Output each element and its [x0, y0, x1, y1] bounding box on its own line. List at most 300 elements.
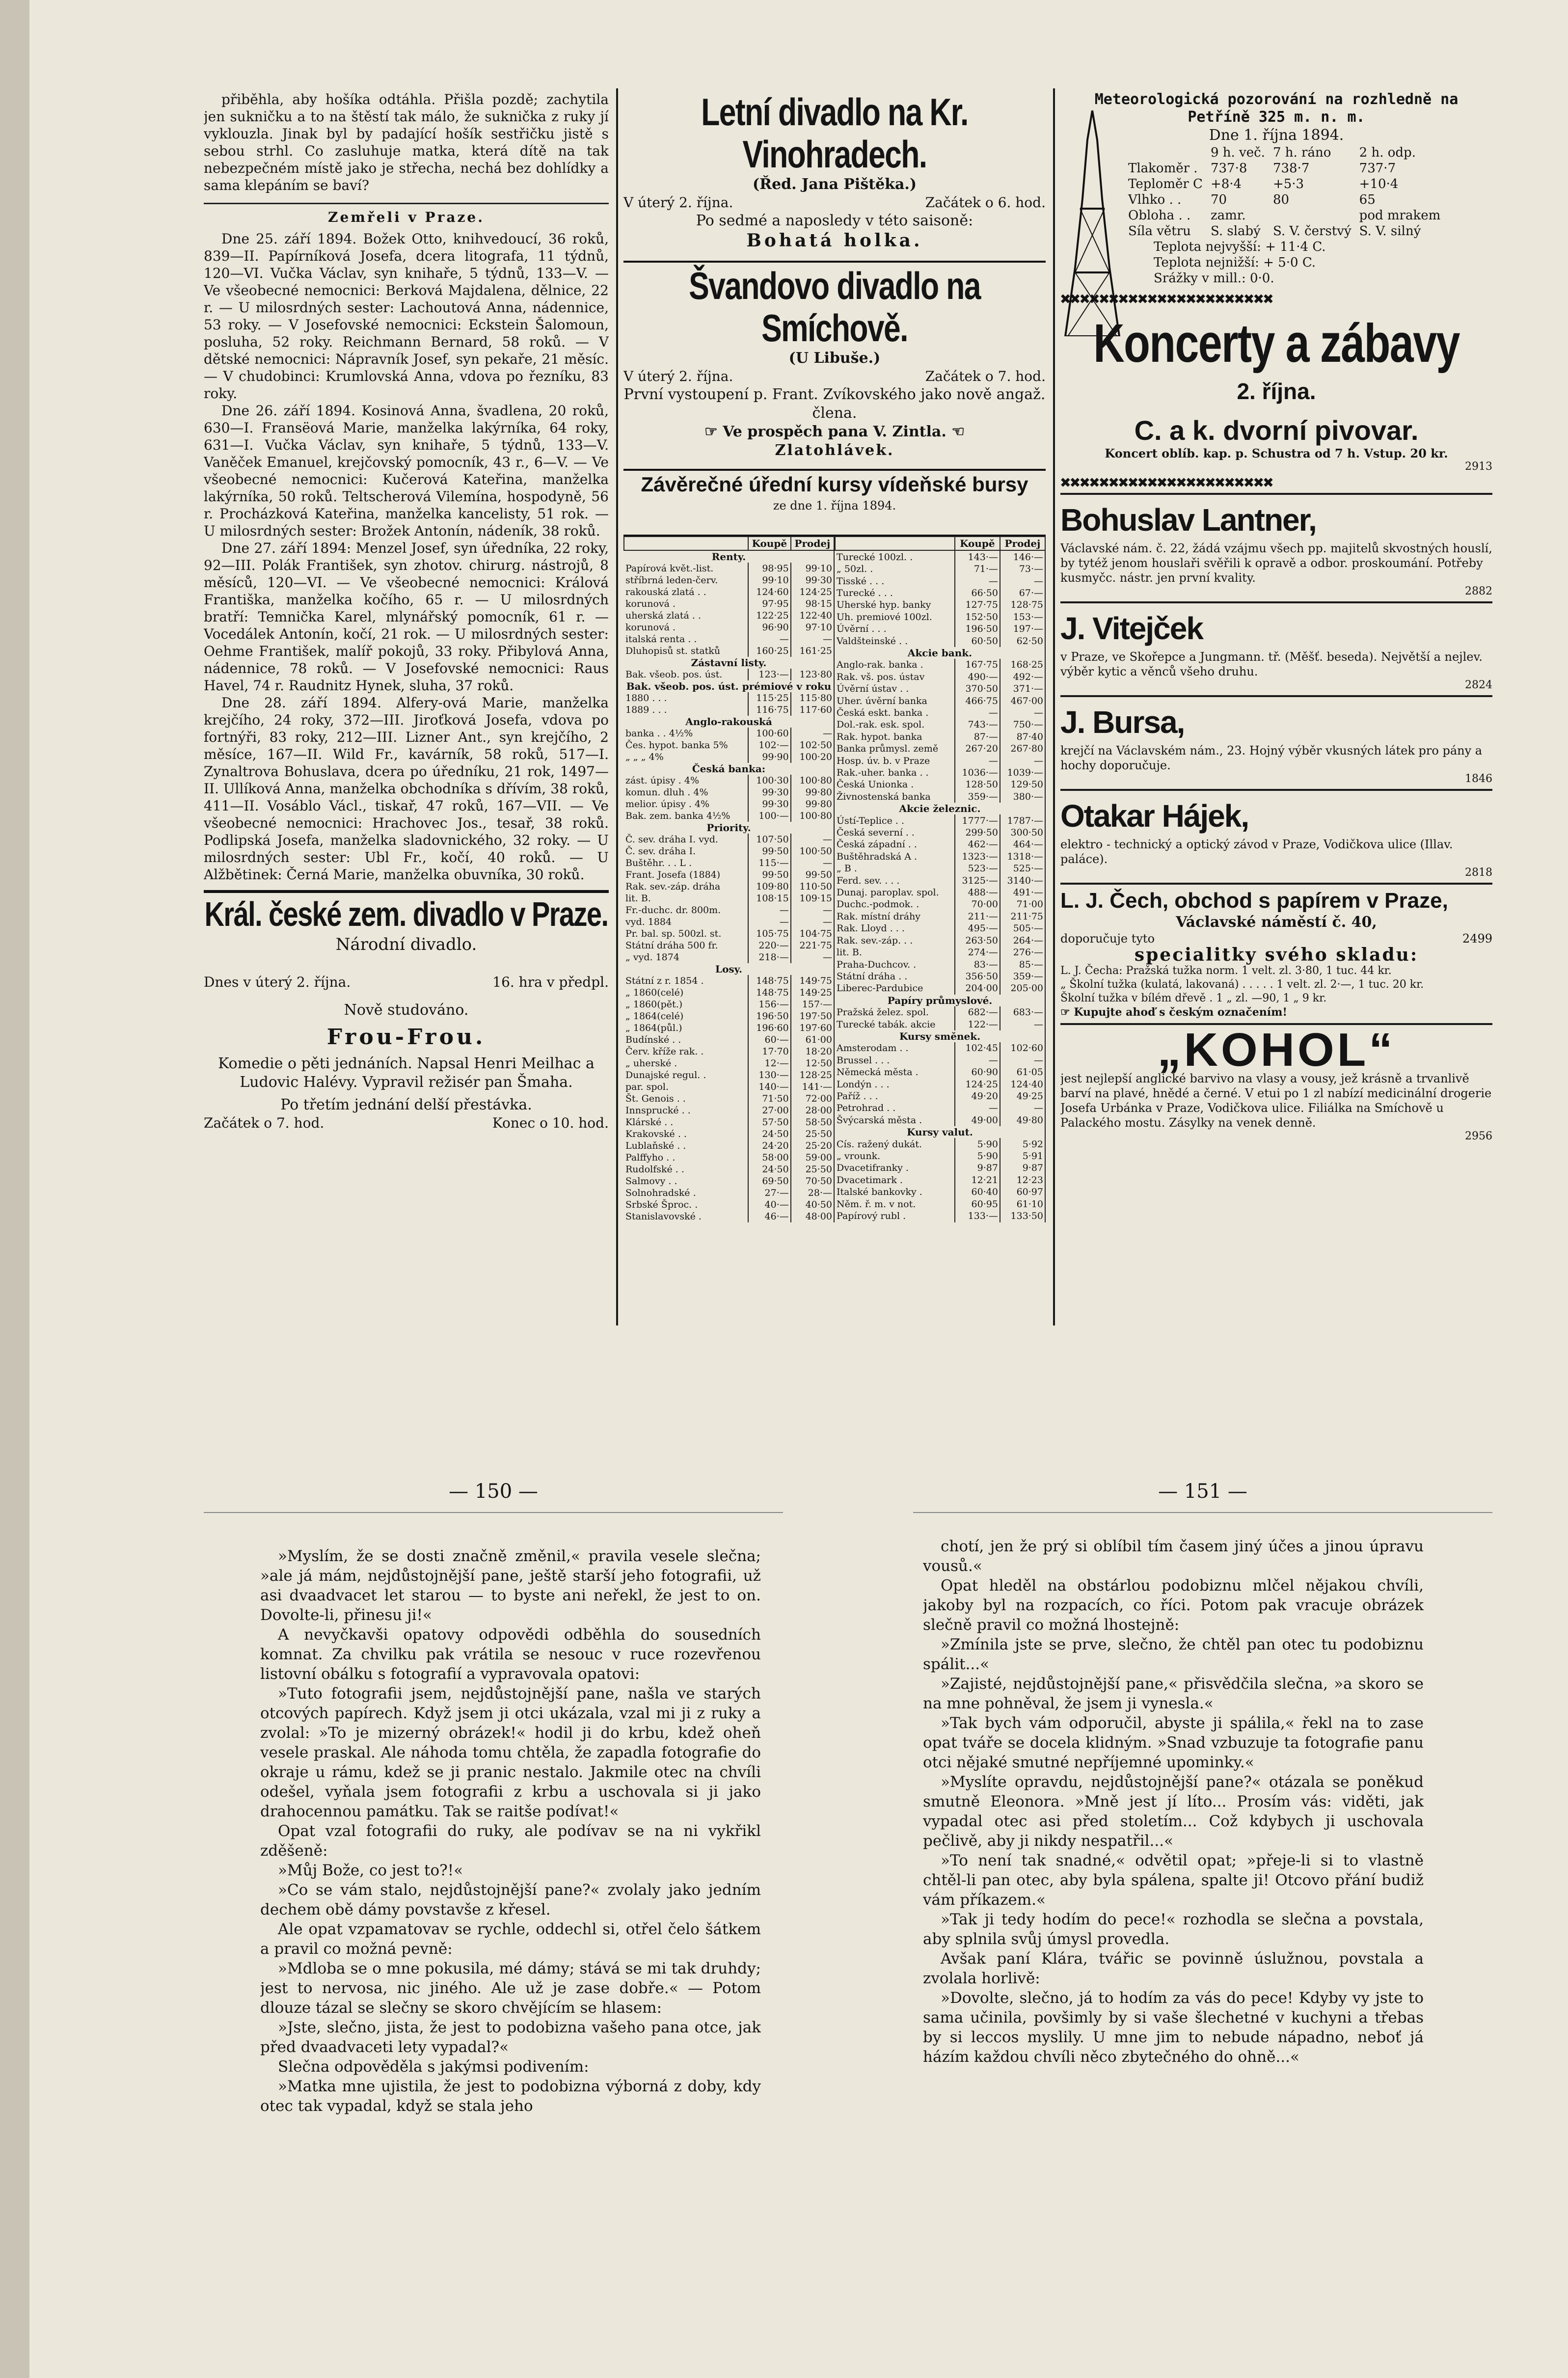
- table-cell-sell: 85·—: [1000, 958, 1045, 970]
- table-row: [835, 767, 1045, 779]
- ad-name: J. Vitejček: [1060, 611, 1203, 646]
- table-row: [835, 946, 1045, 958]
- svanda-date: V úterý 2. října.: [623, 368, 733, 384]
- meteo-block: [1060, 91, 1492, 286]
- table-cell-sell: —: [1000, 575, 1045, 587]
- deaths-entry: Dne 25. září 1894. Božek Otto, knihvedoucí, 36 roků, 839—II. Papírníková Josefa, dcera litografa, 11 týdnů, 120—VI. Vučka Václav, syn knihaře, 5 týdnů, 133—V. — Ve všeobecné nemocnici: Berková Majdalena, dělnice, 22 r. — U milosrdných sester: Lachoutová Anna, nádennice, 53 roky. — V Josefovské nemocnici: Eckstein Šalomoun, posluha, 52 roky. Reichmann Bernard, 58 roků. — V dětské nemocnici: Nápravník Josef, syn pekaře, 21 měsíc. — V chudobinci: Krumlovská Anna, vdova po řezníku, 83 roky.: [204, 231, 609, 402]
- table-cell-buy: 71·—: [955, 563, 1000, 575]
- table-cell-sell: 102·60: [1000, 1042, 1045, 1054]
- pointing-hand-icon: ☜: [946, 423, 965, 440]
- ad-text: v Praze, ve Skořepce a Jungmann. tř. (Měšť. beseda). Největší a nejlev. výběr kytic a věnců všeho druhu.: [1060, 650, 1483, 678]
- table-cell-buy: —: [955, 1102, 1000, 1114]
- table-cell-buy: 87·—: [955, 731, 1000, 743]
- table-row: [835, 719, 1045, 730]
- ad-bursa: [1060, 695, 1492, 789]
- table-row: [835, 731, 1045, 743]
- page-number-left: — 150 —: [449, 1480, 538, 1503]
- table-cell-name: Ferd. sev. . . .: [835, 874, 955, 886]
- table-cell-name: Buštěhr. . . L .: [624, 857, 748, 869]
- novel-paragraph: »Zmínila jste se prve, slečno, že chtěl pan otec tu podobiznu spálit...«: [923, 1636, 1424, 1673]
- table-cell-buy: 107·50: [748, 834, 791, 845]
- table-cell-sell: 123·80: [791, 669, 834, 680]
- meteo-cell: 737·8: [1210, 161, 1247, 176]
- table-cell-buy: 1036·—: [955, 767, 1000, 779]
- table-cell-sell: 25·50: [791, 1163, 834, 1175]
- table-cell-name: Srbské Šproc. .: [624, 1199, 748, 1211]
- table-row: [624, 1116, 834, 1128]
- petrin-tower-icon: [1060, 110, 1124, 336]
- table-row: [835, 611, 1045, 623]
- performance-date: Dnes v úterý 2. října.: [204, 974, 351, 990]
- ad-number: 2882: [1465, 585, 1492, 597]
- table-cell-sell: 60·97: [1000, 1186, 1045, 1198]
- table-row: [624, 563, 834, 574]
- table-cell-sell: 124·25: [791, 586, 834, 598]
- table-row: [624, 1057, 834, 1069]
- table-cell-buy: 24·50: [748, 1163, 791, 1175]
- table-cell-sell: 168·25: [1000, 659, 1045, 671]
- table-cell-buy: 12·—: [748, 1057, 791, 1069]
- table-cell-buy: 27·00: [748, 1105, 791, 1116]
- ad-number: 1846: [1465, 773, 1492, 785]
- novel-paragraph: Avšak paní Klára, tvářic se povinně úslužnou, povstala a zvolala horlivě:: [923, 1950, 1424, 1987]
- table-cell-sell: —: [791, 951, 834, 963]
- table-cell-buy: 17·70: [748, 1046, 791, 1057]
- table-cell-sell: 492·—: [1000, 671, 1045, 683]
- table-cell-buy: —: [955, 575, 1000, 587]
- table-cell-name: Salmovy . .: [624, 1175, 748, 1187]
- meteo-cell: +8·4: [1210, 177, 1242, 191]
- table-cell-name: Papírová květ.-list.: [624, 563, 748, 574]
- novel-paragraph: »Tak bych vám odporučil, abyste ji spálila,« řekl na to zase opat tváře se docela klidným. »Snad vzbuzuje ta fotografie panu otci nějaké smutné nepříjemné upominky.«: [923, 1714, 1424, 1771]
- table-cell-sell: 100·20: [791, 751, 834, 763]
- table-row: [835, 1210, 1045, 1222]
- table-row: [624, 975, 834, 987]
- table-row: [835, 1138, 1045, 1150]
- novel-paragraph: »Můj Bože, co jest to?!«: [278, 1862, 463, 1879]
- concert-details: Koncert oblíb. kap. p. Schustra od 7 h. Vstup. 20 kr.: [1105, 446, 1448, 460]
- table-row: [624, 822, 834, 834]
- table-cell-sell: 25·50: [791, 1128, 834, 1140]
- table-cell-buy: 58·00: [748, 1152, 791, 1163]
- table-row: [624, 692, 834, 704]
- table-cell-buy: 128·50: [955, 779, 1000, 790]
- table-cell-name: komun. dluh . 4%: [624, 786, 748, 798]
- table-cell-name: „ 1860(pět.): [624, 999, 748, 1010]
- table-row: [624, 1093, 834, 1105]
- table-row: [624, 586, 834, 598]
- table-cell-buy: 97·95: [748, 598, 791, 610]
- table-row: [624, 669, 834, 680]
- table-cell-name: „ 1860(celé): [624, 987, 748, 999]
- table-cell-buy: 96·90: [748, 622, 791, 633]
- ad-line: doporučuje tyto: [1060, 932, 1155, 946]
- table-row: [624, 574, 834, 586]
- table-row: [624, 892, 834, 904]
- table-cell-name: „ 50zl. .: [835, 563, 955, 575]
- table-row: [835, 995, 1045, 1006]
- table-cell-name: Uherské hyp. banky: [835, 599, 955, 611]
- play-title: Frou-Frou.: [326, 1025, 486, 1050]
- table-cell-buy: 5·90: [955, 1138, 1000, 1150]
- table-row: [624, 1046, 834, 1057]
- novel-paragraph: Opat vzal fotografii do ruky, ale podívav se na ni vykřikl zděšeně:: [260, 1822, 761, 1860]
- table-cell-sell: 157·—: [791, 999, 834, 1010]
- table-cell-buy: 60·—: [748, 1034, 791, 1046]
- page-rule: [913, 1512, 1492, 1513]
- table-row: [835, 635, 1045, 647]
- table-row: [624, 1175, 834, 1187]
- table-cell-name: „ vyd. 1874: [624, 951, 748, 963]
- table-row: [624, 786, 834, 798]
- ad-name: Bohuslav Lantner,: [1060, 502, 1316, 538]
- table-cell-name: uherská zlatá . .: [624, 610, 748, 622]
- table-row: [624, 704, 834, 716]
- table-cell-name: Solnohradské .: [624, 1187, 748, 1199]
- table-cell-name: vyd. 1884: [624, 916, 748, 928]
- table-cell-buy: 69·50: [748, 1175, 791, 1187]
- table-cell-buy: 99·10: [748, 574, 791, 586]
- concert-venue: C. a k. dvorní pivovar.: [1134, 415, 1419, 446]
- table-cell-sell: 683·—: [1000, 1006, 1045, 1018]
- meteo-cell: 737·7: [1359, 161, 1396, 176]
- table-row: [624, 845, 834, 857]
- table-cell-name: 1880 . . .: [624, 692, 748, 704]
- table-cell-sell: 221·75: [791, 940, 834, 951]
- table-cell-buy: 122·—: [955, 1018, 1000, 1030]
- table-cell-buy: 102·45: [955, 1042, 1000, 1054]
- table-cell-buy: —: [748, 633, 791, 645]
- table-cell-sell: 1318·—: [1000, 851, 1045, 863]
- table-cell-name: Št. Genois . .: [624, 1093, 748, 1105]
- svanda-benefit: ☞ Ve prospěch pana V. Zintla. ☜: [704, 423, 965, 440]
- ad-text: Václavské nám. č. 22, žádá vzájmu všech pp. majitelů skvostných houslí, by tytéž jenom houslaři svěřili k opravě a odbor. proskoumání. Potřeby kusmyčc. nástr. jen první kvality.: [1060, 541, 1492, 585]
- table-cell-buy: 1323·—: [955, 851, 1000, 863]
- table-cell-sell: 12·50: [791, 1057, 834, 1069]
- table-cell-sell: 267·80: [1000, 743, 1045, 755]
- novel-paragraph: »Tak ji tedy hodím do pece!« rozhodla se slečna a povstala, aby splnila svůj úmysl provedla.: [923, 1911, 1424, 1948]
- table-cell-name: Německá města .: [835, 1066, 955, 1078]
- table-cell-name: Brussel . . .: [835, 1054, 955, 1066]
- meteo-date: Dne 1. října 1894.: [1209, 127, 1344, 144]
- table-cell-sell: 129·50: [1000, 779, 1045, 790]
- table-row: [835, 814, 1045, 826]
- table-cell-buy: 108·15: [748, 892, 791, 904]
- table-row: [835, 1102, 1045, 1114]
- table-row: [835, 671, 1045, 683]
- table-cell-buy: 130·—: [748, 1069, 791, 1081]
- table-row: [624, 857, 834, 869]
- table-cell-sell: 197·50: [791, 1010, 834, 1022]
- table-section: Akcie bank.: [835, 647, 1045, 659]
- table-cell-sell: 99·10: [791, 563, 834, 574]
- ad-vitejcek: [1060, 601, 1492, 695]
- table-row: [835, 971, 1045, 982]
- meteo-cell: [1269, 208, 1355, 223]
- table-row: [624, 728, 834, 739]
- table-cell-sell: 73·—: [1000, 563, 1045, 575]
- table-cell-buy: 9·87: [955, 1162, 1000, 1174]
- table-cell-name: Ústí-Teplice . .: [835, 814, 955, 826]
- novel-page-right: [923, 1537, 1424, 2214]
- table-cell-name: Pražská želez. spol.: [835, 1006, 955, 1018]
- table-cell-buy: 57·50: [748, 1116, 791, 1128]
- column-right: [1060, 91, 1492, 1323]
- table-cell-sell: 72·00: [791, 1093, 834, 1105]
- table-row: [835, 863, 1045, 874]
- table-cell-buy: 370·50: [955, 683, 1000, 695]
- table-cell-sell: 9·87: [1000, 1162, 1045, 1174]
- ad-number: 2818: [1465, 866, 1492, 879]
- table-cell-sell: —: [791, 904, 834, 916]
- svanda-theatre-title: Švandovo divadlo na Smíchově.: [689, 264, 980, 350]
- table-cell-name: banka . . 4½%: [624, 728, 748, 739]
- table-cell-sell: 505·—: [1000, 922, 1045, 934]
- table-cell-name: lit. B.: [835, 946, 955, 958]
- table-header: Koupě: [955, 537, 1000, 550]
- table-row: [624, 645, 834, 657]
- table-cell-buy: 127·75: [955, 599, 1000, 611]
- table-cell-sell: 40·50: [791, 1199, 834, 1211]
- meteo-cell: S. V. čerstvý: [1272, 224, 1352, 239]
- meteo-max: Teplota nejvyšší: + 11·4 C.: [1154, 240, 1326, 254]
- novel-paragraph: »Mdloba se o mne pokusila, mé dámy; stává se mi tak druhdy; jest to nervosa, nic jiného. Ale už je zase dobře.« — Potom dlouze tázal se slečny se skoro chvějícím se hlasem:: [260, 1960, 761, 2017]
- table-cell-name: Rak. Lloyd . . .: [835, 922, 955, 934]
- meteo-cell: [1124, 145, 1207, 161]
- table-cell-buy: 140·—: [748, 1081, 791, 1093]
- table-cell-buy: 204·00: [955, 982, 1000, 994]
- novel-paragraph: Ale opat vzpamatovav se rychle, oddechl si, otřel čelo šátkem a pravil co možná pevně:: [260, 1920, 761, 1958]
- meteo-cell: pod mrakem: [1359, 208, 1441, 223]
- table-cell-sell: 100·80: [791, 775, 834, 786]
- pointing-hand-icon: ☞: [704, 423, 723, 440]
- meteo-time: 2 h. odp.: [1359, 145, 1416, 160]
- ad-name: J. Bursa,: [1060, 704, 1185, 740]
- table-row: [835, 874, 1045, 886]
- table-cell-buy: 12·21: [955, 1174, 1000, 1186]
- table-row: [624, 622, 834, 633]
- table-cell-sell: 467·00: [1000, 695, 1045, 706]
- table-cell-buy: 148·75: [748, 975, 791, 987]
- table-cell-sell: 99·30: [791, 574, 834, 586]
- svanda-note: První vystoupení p. Frant. Zvíkovského jako nově angaž. člena.: [623, 386, 1046, 422]
- concerts-title: Koncerty a zábavy: [1093, 313, 1460, 374]
- table-cell-name: Praha-Duchcov. .: [835, 958, 955, 970]
- table-cell-buy: 160·25: [748, 645, 791, 657]
- table-cell-name: Živnostenská banka: [835, 791, 955, 803]
- table-cell-sell: —: [791, 633, 834, 645]
- table-cell-name: Valdšteinské . .: [835, 635, 955, 647]
- table-cell-buy: 156·—: [748, 999, 791, 1010]
- table-cell-sell: —: [1000, 707, 1045, 719]
- table-row: [835, 982, 1045, 994]
- table-cell-name: Něm. ř. m. v not.: [835, 1198, 955, 1210]
- table-row: [835, 707, 1045, 719]
- table-row: [624, 963, 834, 975]
- table-cell-sell: 59·00: [791, 1152, 834, 1163]
- table-row: [624, 940, 834, 951]
- table-row: [835, 779, 1045, 790]
- table-cell-sell: 750·—: [1000, 719, 1045, 730]
- table-cell-sell: 25·20: [791, 1140, 834, 1152]
- table-cell-sell: 141·—: [791, 1081, 834, 1093]
- newly-studied: Nově studováno.: [344, 1001, 469, 1019]
- table-cell-sell: 61·05: [1000, 1066, 1045, 1078]
- ad-text: Václavské náměstí č. 40,: [1176, 914, 1377, 931]
- meteo-table: [1124, 145, 1444, 239]
- table-cell-name: Italské bankovky .: [835, 1186, 955, 1198]
- novel-paragraph: »Myslím, že se dosti značně změnil,« pravila vesele slečna; »ale já mám, nejdůstojnější pane, ještě starší jeho fotografii, už asi dvaadvacet let starou — to byste ani neřekl, že jest to on. Dovolte-li, přinesu ji!«: [260, 1547, 761, 1624]
- table-cell-buy: 40·—: [748, 1199, 791, 1211]
- table-cell-sell: 1787·—: [1000, 814, 1045, 826]
- table-cell-name: „ „ „ 4%: [624, 751, 748, 763]
- table-row: [624, 739, 834, 751]
- table-header: Prodej: [791, 537, 834, 550]
- play-description: Komedie o pěti jednáních. Napsal Henri Meilhac a Ludovic Halévy. Vypravil režisér pan Šmaha.: [218, 1055, 595, 1091]
- table-row: [624, 1034, 834, 1046]
- table-cell-buy: 743·—: [955, 719, 1000, 730]
- table-cell-buy: 99·30: [748, 786, 791, 798]
- table-cell-name: stříbrná leden-červ.: [624, 574, 748, 586]
- table-cell-sell: 28·—: [791, 1187, 834, 1199]
- meteo-cell: 65: [1359, 192, 1376, 207]
- table-cell-sell: 153·—: [1000, 611, 1045, 623]
- table-cell-sell: 300·50: [1000, 827, 1045, 838]
- table-cell-sell: 205·00: [1000, 982, 1045, 994]
- meteo-title: Meteorologická pozorování na rozhledně na Petříně 325 m. n. m.: [1094, 91, 1459, 126]
- table-cell-sell: 61·00: [791, 1034, 834, 1046]
- table-cell-buy: 49·20: [955, 1090, 1000, 1102]
- table-cell-sell: 87·40: [1000, 731, 1045, 743]
- table-row: [835, 1150, 1045, 1162]
- novel-paragraph: »Jste, slečno, jista, že jest to podobizna vašeho pana otce, jak před dvaadvaceti lety vypadal?«: [260, 2019, 761, 2056]
- table-cell-buy: 274·—: [955, 946, 1000, 958]
- ad-number: 2824: [1465, 679, 1492, 691]
- table-cell-sell: 371·—: [1000, 683, 1045, 695]
- table-cell-name: Hosp. úv. b. v Praze: [835, 755, 955, 766]
- novel-paragraph: chotí, jen že prý si oblíbil tím časem jiný účes a jinou úpravu vousů.«: [923, 1538, 1424, 1575]
- table-cell-name: Tisské . . .: [835, 575, 955, 587]
- table-row: [835, 683, 1045, 695]
- table-cell-sell: 70·50: [791, 1175, 834, 1187]
- table-cell-name: Amsterodam . .: [835, 1042, 955, 1054]
- table-row: [624, 810, 834, 822]
- table-cell-buy: 49·00: [955, 1114, 1000, 1126]
- novel-paragraph: »Dovolte, slečno, já to hodím za vás do pece! Kdyby vy jste to sama učinila, povšimly by si vaše šlechetné v kuchyni a třebas by si leccos myslily. U mne jim to nebude nápadno, neboť já házím každou chvíli něco zbytečného do ohně...«: [923, 1989, 1424, 2066]
- table-row: [624, 1187, 834, 1199]
- table-cell-buy: 83·—: [955, 958, 1000, 970]
- table-cell-name: Rak. sev.-záp. dráha: [624, 881, 748, 892]
- ad-number: 2913: [1465, 460, 1492, 473]
- table-cell-sell: 104·75: [791, 928, 834, 940]
- table-cell-sell: 491·—: [1000, 887, 1045, 898]
- vinohrady-start: Začátek o 6. hod.: [925, 194, 1046, 211]
- table-cell-buy: 100·60: [748, 728, 791, 739]
- table-section: Papíry průmyslové.: [835, 995, 1045, 1006]
- deaths-entry: Dne 28. září 1894. Alfery-ová Marie, manželka krejčího, 24 roky, 372—III. Jiroťková Josefa, vdova po fortnýři, 83 roky, 212—III. Lizner Ant., syn krejčího, 2 měsíce, 167—II. Wild Fr., kavárník, 58 roků, 517—I. Zynaltrova Bohuslava, dcera po úředníku, 21 rok, 1497—II. Ullíková Anna, manželka obchodníka s dřívím, 38 roků, 411—II. Vosáblo Václ., tiskař, 47 roků, 167—VII. — Ve všeobecné nemocnici: Hrachovec Jos., tesař, 38 roků. Podlipská Josefa, manželka sladovnického, 32 roky. — U milosrdných sester: Ubl Fr., kočí, 40 roků. — U Alžbětinek: Černá Marie, manželka obuvníka, 30 roků.: [204, 695, 609, 883]
- ad-text: elektro - technický a optický závod v Praze, Vodičkova ulice (Illav. paláce).: [1060, 838, 1453, 866]
- table-row: [835, 1126, 1045, 1138]
- national-theatre-subtitle: Národní divadlo.: [335, 935, 477, 954]
- table-cell-buy: 490·—: [955, 671, 1000, 683]
- novel-paragraph: »Zajisté, nejdůstojnější pane,« přisvědčila slečna, »a skoro se na mne pohněval, že jsem ji vynesla.«: [923, 1675, 1424, 1712]
- table-cell-name: Duchc.-podmok. .: [835, 898, 955, 910]
- table-cell-sell: —: [1000, 755, 1045, 766]
- table-cell-name: „ 1864(půl.): [624, 1022, 748, 1034]
- table-cell-sell: 211·75: [1000, 911, 1045, 922]
- table-cell-buy: 60·50: [955, 635, 1000, 647]
- table-cell-sell: 115·80: [791, 692, 834, 704]
- table-cell-name: Dol.-rak. esk. spol.: [835, 719, 955, 730]
- page-rule: [204, 1512, 783, 1513]
- table-cell-name: Česká eskt. banka .: [835, 707, 955, 719]
- table-cell-buy: 167·75: [955, 659, 1000, 671]
- table-row: [835, 647, 1045, 659]
- table-cell-name: Fr.-duchc. dr. 800m.: [624, 904, 748, 916]
- table-cell-buy: 99·50: [748, 869, 791, 881]
- table-cell-name: Rak.-uher. banka . .: [835, 767, 955, 779]
- table-header: [624, 537, 748, 550]
- table-row: [835, 935, 1045, 946]
- table-cell-sell: 61·10: [1000, 1198, 1045, 1210]
- column-middle: [623, 91, 1046, 1323]
- table-cell-name: Červ. kříže rak. .: [624, 1046, 748, 1057]
- table-row: [624, 1081, 834, 1093]
- table-cell-sell: 3140·—: [1000, 874, 1045, 886]
- table-cell-buy: 115·25: [748, 692, 791, 704]
- table-cell-name: Rak. sev.-záp. . .: [835, 935, 955, 946]
- table-cell-buy: —: [748, 904, 791, 916]
- table-section: Renty.: [624, 550, 834, 563]
- meteo-cell: Obloha . .: [1128, 208, 1191, 223]
- meteo-rain: Srážky v mill.: 0·0.: [1154, 271, 1274, 286]
- table-cell-sell: 5·91: [1000, 1150, 1045, 1162]
- table-row: [835, 563, 1045, 575]
- table-section: Bak. všeob. pos. úst. prémiové v roku: [624, 680, 834, 692]
- table-cell-name: korunová .: [624, 598, 748, 610]
- table-section: Zástavní listy.: [624, 657, 834, 669]
- ad-hajek: [1060, 789, 1492, 883]
- table-cell-name: Dvacetifranky .: [835, 1162, 955, 1174]
- vinohrady-theatre-title: Letní divadlo na Kr. Vinohradech.: [701, 91, 968, 176]
- table-cell-name: Banka průmysl. země: [835, 743, 955, 755]
- table-cell-name: Petrohrad . .: [835, 1102, 955, 1114]
- table-cell-sell: 99·80: [791, 786, 834, 798]
- table-row: [624, 1199, 834, 1211]
- table-cell-name: par. spol.: [624, 1081, 748, 1093]
- table-cell-name: Buštěhradská A .: [835, 851, 955, 863]
- table-cell-sell: 133·50: [1000, 1210, 1045, 1222]
- deaths-entry: Dne 27. září 1894: Menzel Josef, syn úředníka, 22 roky, 92—III. Polák František, syn zhotov. chirurg. nástrojů, 8 měsíců, 120—VI. — Ve všeobecné nemocnici: Králová Františka, manželka kočího, 65 r. — U milosrdných bratří: Temnička Karel, mlynářský pomocník, 61 r. — Vocedálek Antonín, kočí, 21 rok. — U milosrdných sester: Oehme František, malíř pokojů, 33 roky. Přibylová Anna, nádennice, 78 roků. — V Josefovské nemocnici: Raus Havel, 74 r. Raudnitz Hynek, sluha, 37 roků.: [204, 540, 609, 694]
- table-cell-buy: 124·60: [748, 586, 791, 598]
- table-cell-sell: 18·20: [791, 1046, 834, 1057]
- novel-paragraph: Slečna odpověděla s jakýmsi podivením:: [278, 2058, 589, 2076]
- table-cell-name: Úvěrní . . .: [835, 623, 955, 635]
- table-row: [835, 911, 1045, 922]
- table-row: [835, 898, 1045, 910]
- table-cell-name: italská renta . .: [624, 633, 748, 645]
- table-cell-buy: 124·25: [955, 1078, 1000, 1090]
- table-cell-buy: 3125·—: [955, 874, 1000, 886]
- table-cell-buy: 196·50: [748, 1010, 791, 1022]
- table-cell-buy: 143·—: [955, 550, 1000, 563]
- table-cell-sell: 146·—: [1000, 550, 1045, 563]
- table-cell-name: Uh. premiové 100zl.: [835, 611, 955, 623]
- table-row: [835, 922, 1045, 934]
- table-cell-sell: 99·50: [791, 869, 834, 881]
- table-section: Priority.: [624, 822, 834, 834]
- meteo-cell: zamr.: [1210, 208, 1246, 223]
